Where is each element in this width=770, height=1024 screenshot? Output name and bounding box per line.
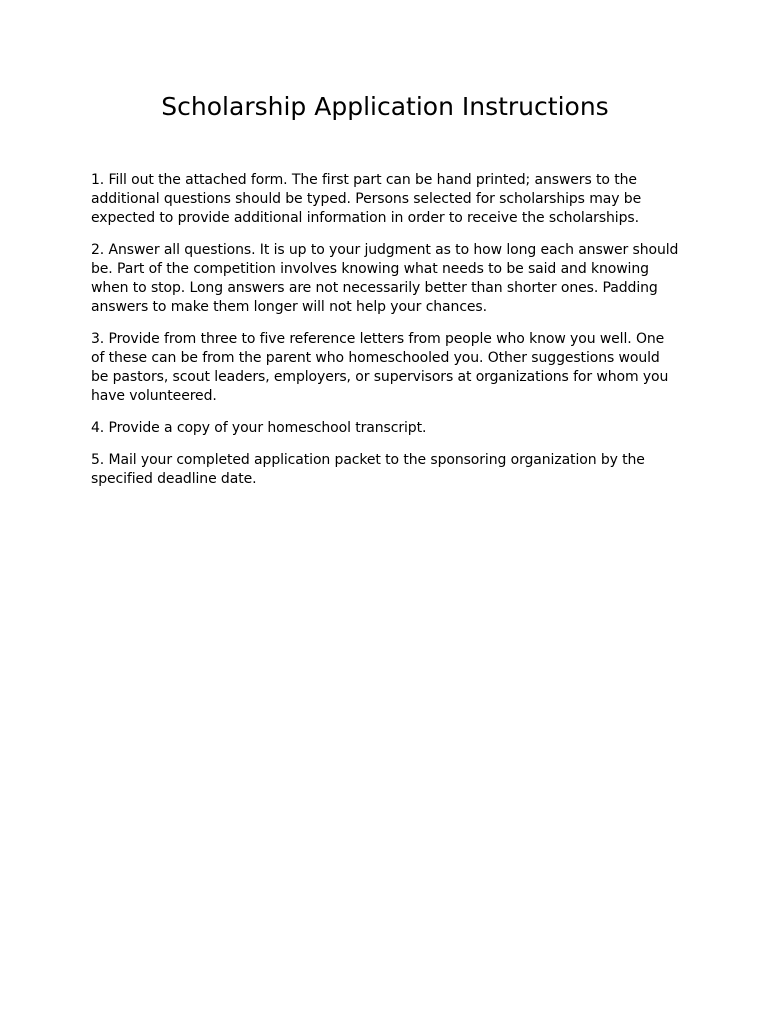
page-title: Scholarship Application Instructions	[161, 92, 609, 121]
instruction-item-1: 1. Fill out the attached form. The first part can be hand printed; answers to the additional questions should be typed. Persons selected for scholarships may be expected to provide additional information in order to receive the scholarships.	[91, 172, 642, 226]
instruction-item-5: 5. Mail your completed application packet to the sponsoring organization by the specified deadline date.	[91, 452, 645, 487]
instruction-list	[91, 171, 681, 502]
instruction-item-3: 3. Provide from three to five reference letters from people who know you well. One of these can be from the parent who homeschooled you. Other suggestions would be pastors, scout leaders, employers, or supervisors at organizations for whom you have volunteered.	[91, 331, 669, 404]
instruction-item-2: 2. Answer all questions. It is up to your judgment as to how long each answer should be. Part of the competition involves knowing what needs to be said and knowing when to stop. Long answers are not necessarily better than shorter ones. Padding answers to make them longer will not help your chances.	[91, 242, 679, 315]
instruction-item-4: 4. Provide a copy of your homeschool transcript.	[91, 420, 427, 436]
